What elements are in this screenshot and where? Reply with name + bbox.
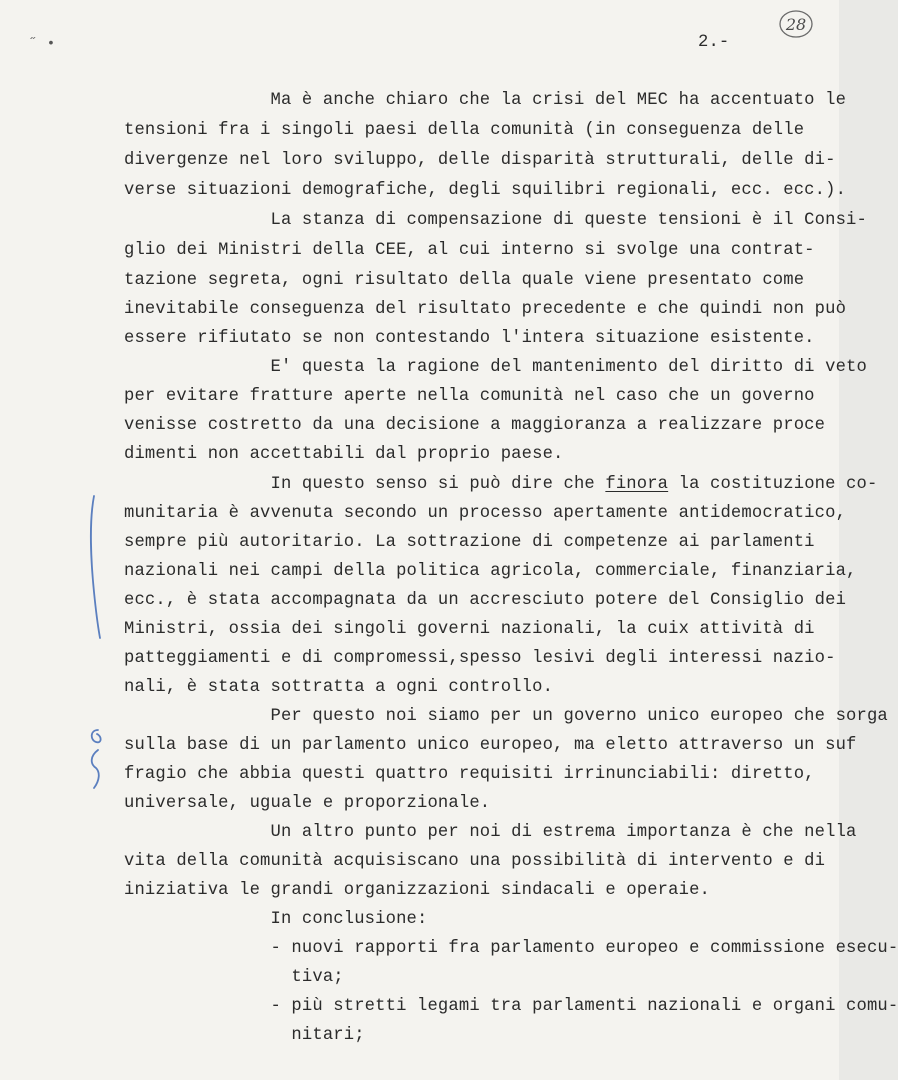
text-line: Ma è anche chiaro che la crisi del MEC ha accentuato le <box>124 91 847 110</box>
stray-mark: ˝ • <box>30 36 56 52</box>
text-line <box>124 470 877 500</box>
text-line: munitaria è avvenuta secondo un processo apertamente antidemocratico, <box>124 504 847 523</box>
text-line: E' questa la ragione del mantenimento del diritto di veto <box>124 358 867 377</box>
text-line: Un altro punto per noi di estrema importanza è che nella <box>124 823 857 842</box>
text-line: tensioni fra i singoli paesi della comunità (in conseguenza delle <box>124 121 805 140</box>
folio-number-stamp <box>778 9 814 39</box>
text-line: - nuovi rapporti fra parlamento europeo e commissione esecu- <box>124 939 898 958</box>
text-line: Ministri, ossia dei singoli governi nazionali, la cuix attività di <box>124 620 815 639</box>
text-line: La stanza di compensazione di queste tensioni è il Consi- <box>124 211 867 230</box>
text-line: tiva; <box>124 968 344 987</box>
text-line: In conclusione: <box>124 910 428 929</box>
text-line: dimenti non accettabili dal proprio paese. <box>124 445 564 464</box>
text-line: Per questo noi siamo per un governo unico europeo che sorga <box>124 707 888 726</box>
text-line: venisse costretto da una decisione a maggioranza a realizzare proce <box>124 416 826 435</box>
text-line: universale, uguale e proporzionale. <box>124 794 491 813</box>
text-line: glio dei Ministri della CEE, al cui interno si svolge una contrat- <box>124 241 815 260</box>
margin-squiggle-mark <box>84 726 110 792</box>
text-line: tazione segreta, ogni risultato della quale viene presentato come <box>124 271 805 290</box>
text-line: nazionali nei campi della politica agricola, commerciale, finanziaria, <box>124 562 857 581</box>
text-line: verse situazioni demografiche, degli squilibri regionali, ecc. ecc.). <box>124 181 847 200</box>
text-line: nali, è stata sottratta a ogni controllo. <box>124 678 554 697</box>
text-line: essere rifiutato se non contestando l'intera situazione esistente. <box>124 329 815 348</box>
text-line: sempre più autoritario. La sottrazione di competenze ai parlamenti <box>124 533 815 552</box>
text-line: - più stretti legami tra parlamenti nazionali e organi comu- <box>124 997 898 1016</box>
text-segment: In questo senso si può dire che <box>124 475 606 494</box>
underlined-word: finora <box>605 475 669 494</box>
text-line: fragio che abbia questi quattro requisiti irrinunciabili: diretto, <box>124 765 815 784</box>
text-line: iniziativa le grandi organizzazioni sindacali e operaie. <box>124 881 710 900</box>
page-number: 2.- <box>698 33 730 52</box>
margin-bracket-mark <box>86 492 110 642</box>
text-line: nitari; <box>124 1026 365 1045</box>
svg-text:28: 28 <box>785 15 807 34</box>
text-segment: la costituzione co- <box>668 475 878 494</box>
text-line: sulla base di un parlamento unico europeo, ma eletto attraverso un suf <box>124 736 857 755</box>
text-line: patteggiamenti e di compromessi,spesso lesivi degli interessi nazio- <box>124 649 836 668</box>
text-line: divergenze nel loro sviluppo, delle disparità strutturali, delle di- <box>124 151 836 170</box>
text-line: vita della comunità acquisiscano una possibilità di intervento e di <box>124 852 826 871</box>
text-line: per evitare fratture aperte nella comunità nel caso che un governo <box>124 387 815 406</box>
text-line: ecc., è stata accompagnata da un accresciuto potere del Consiglio dei <box>124 591 847 610</box>
text-line: inevitabile conseguenza del risultato precedente e che quindi non può <box>124 300 847 319</box>
